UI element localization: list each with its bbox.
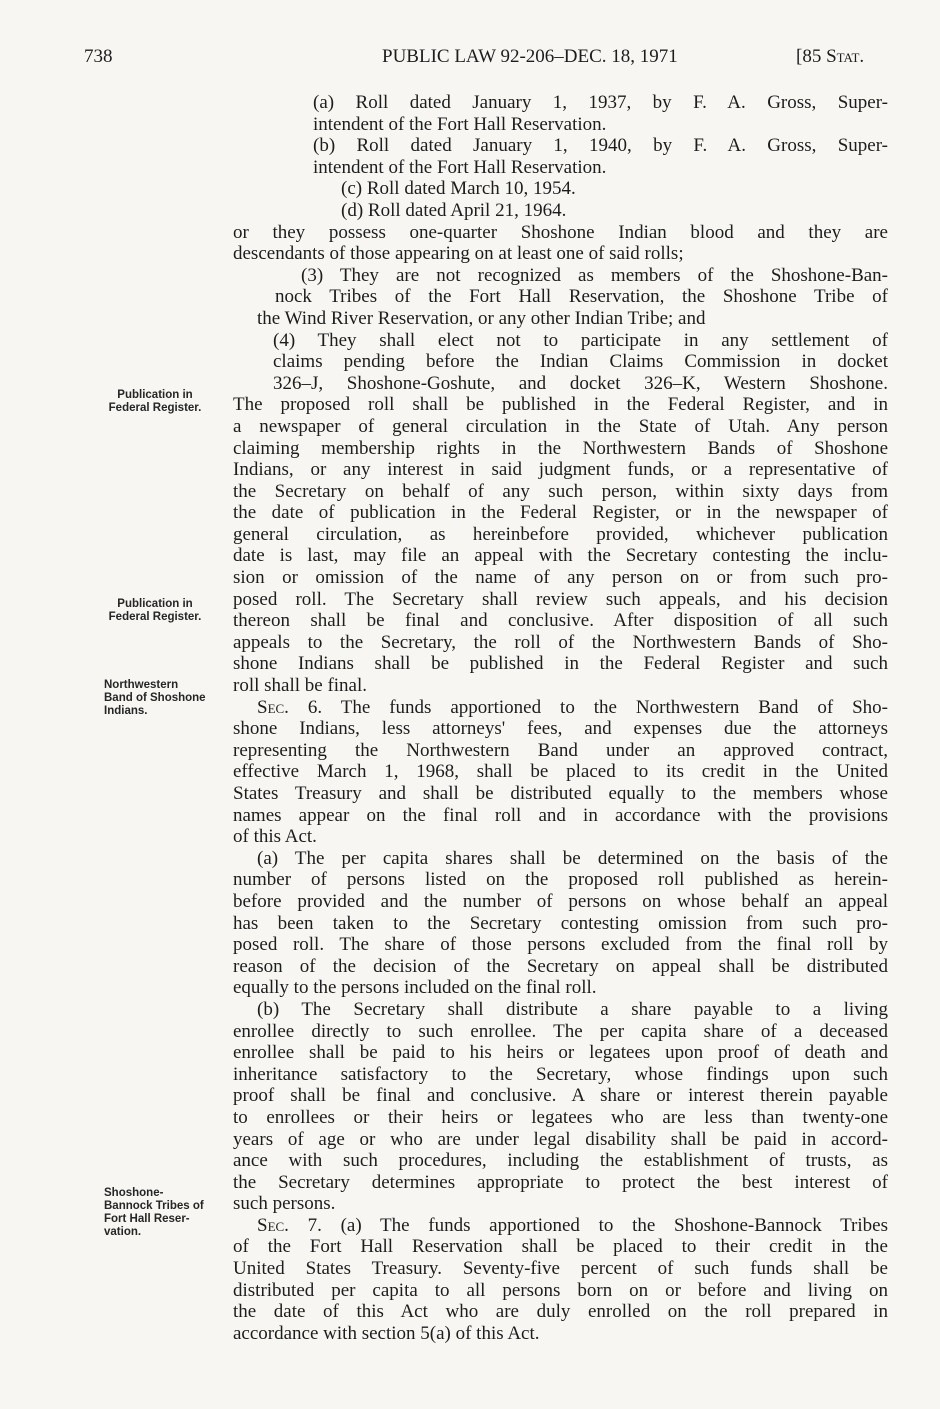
text-line: number of persons listed on the proposed roll published as herein- <box>233 869 888 891</box>
text-line: to enrollees or their heirs or legatees who are less than twenty-one <box>233 1106 888 1128</box>
text-line: (b) The Secretary shall distribute a share payable to a living <box>257 998 888 1020</box>
margin-note-line: Indians. <box>104 705 148 717</box>
margin-note-line: Publication in <box>117 598 193 610</box>
text-line: of the Fort Hall Reservation shall be placed to their credit in the <box>233 1236 888 1258</box>
text-line: 326–J, Shoshone-Goshute, and docket 326–K, Western Shoshone. <box>273 372 888 394</box>
statute-abbrev: Stat. <box>826 46 865 67</box>
text-line: has been taken to the Secretary contesting omission from such pro- <box>233 912 888 934</box>
text-line: names appear on the final roll and in accordance with the provisions <box>233 804 888 826</box>
text-line: a newspaper of general circulation in the State of Utah. Any person <box>233 415 888 437</box>
page-number: 738 <box>84 46 113 67</box>
text-line: Sec. 7. (a) The funds apportioned to the Shoshone-Bannock Tribes <box>257 1214 888 1236</box>
text-line: The proposed roll shall be published in the Federal Register, and in <box>233 394 888 416</box>
text-line: or they possess one-quarter Shoshone Indian blood and they are <box>233 221 888 243</box>
text-line: ance with such procedures, including the establishment of trusts, as <box>233 1150 888 1172</box>
text-line: posed roll. The share of those persons excluded from the final roll by <box>233 934 888 956</box>
margin-note-shoshone-bannock <box>104 1187 244 1239</box>
text-line: effective March 1, 1968, shall be placed to its credit in the United <box>233 761 888 783</box>
margin-note-publication-1 <box>88 389 222 415</box>
text-line: (d) Roll dated April 21, 1964. <box>341 199 567 221</box>
text-line: shone Indians shall be published in the Federal Register and such <box>233 653 888 675</box>
text-line: such persons. <box>233 1193 336 1215</box>
text-line: (c) Roll dated March 10, 1954. <box>341 178 576 200</box>
text-line: posed roll. The Secretary shall review such appeals, and his decision <box>233 588 888 610</box>
text-line: claiming membership rights in the Northwestern Bands of Shoshone <box>233 437 888 459</box>
text-line: States Treasury and shall be distributed equally to the members whose <box>233 783 888 804</box>
margin-note-line: Federal Register. <box>108 611 202 623</box>
text-line: reason of the decision of the Secretary on appeal shall be distributed <box>233 955 888 977</box>
text-line: claims pending before the Indian Claims Commission in docket <box>273 351 888 373</box>
text-line: nock Tribes of the Fort Hall Reservation, the Shoshone Tribe of <box>275 286 888 308</box>
text-line: accordance with section 5(a) of this Act. <box>233 1322 540 1344</box>
text-line: the date of this Act who are duly enrolled on the roll prepared in <box>233 1301 888 1323</box>
margin-note-line: Fort Hall Reser- <box>104 1213 190 1225</box>
text-line: thereon shall be final and conclusive. After disposition of all such <box>233 610 888 632</box>
text-line: before provided and the number of persons on whose behalf an appeal <box>233 890 888 912</box>
text-line: (b) Roll dated January 1, 1940, by F. A. Gross, Super- <box>313 135 888 157</box>
text-line: inheritance satisfactory to the Secretary, whose findings upon such <box>233 1063 888 1085</box>
text-line: (4) They shall elect not to participate in any settlement of <box>273 329 888 351</box>
text-line: the Wind River Reservation, or any other Indian Tribe; and <box>257 307 706 329</box>
text-line: roll shall be final. <box>233 675 368 697</box>
text-line: the Secretary on behalf of any such person, within sixty days from <box>233 480 888 502</box>
text-line: intendent of the Fort Hall Reservation. <box>313 113 607 135</box>
text-line: Sec. 6. The funds apportioned to the Northwestern Band of Sho- <box>257 696 888 718</box>
text-line: descendants of those appearing on at least one of said rolls; <box>233 243 684 265</box>
text-line: (a) The per capita shares shall be determined on the basis of the <box>257 847 888 869</box>
text-line: general circulation, as hereinbefore provided, whichever publication <box>233 523 888 545</box>
text-line: years of age or who are under legal disability shall be paid in accord- <box>233 1128 888 1150</box>
margin-note-publication-2 <box>88 598 222 624</box>
text-line: representing the Northwestern Band under an approved contract, <box>233 739 888 761</box>
text-line: intendent of the Fort Hall Reservation. <box>313 156 607 178</box>
margin-note-line: Shoshone- <box>104 1187 164 1199</box>
text-line: equally to the persons included on the final roll. <box>233 977 597 999</box>
text-line: appeals to the Secretary, the roll of the Northwestern Bands of Sho- <box>233 631 888 653</box>
text-line: sion or omission of the name of any person on or from such pro- <box>233 567 888 589</box>
margin-note-line: Band of Shoshone <box>104 692 206 704</box>
text-line: (3) They are not recognized as members of the Shoshone-Ban- <box>301 264 888 286</box>
margin-note-line: vation. <box>104 1226 142 1238</box>
text-line: the date of publication in the Federal Register, or in the newspaper of <box>233 502 888 524</box>
margin-note-northwestern-band <box>104 679 244 718</box>
text-line: enrollee directly to such enrollee. The per capita share of a deceased <box>233 1020 888 1042</box>
margin-note-line: Northwestern <box>104 679 179 691</box>
margin-note-line: Bannock Tribes of <box>104 1200 204 1212</box>
text-line: Indians, or any interest in said judgment funds, or a representative of <box>233 459 888 481</box>
statute-volume: [85 <box>796 46 822 67</box>
text-line: the Secretary determines appropriate to protect the best interest of <box>233 1171 888 1193</box>
text-line: of this Act. <box>233 826 317 848</box>
text-line: (a) Roll dated January 1, 1937, by F. A. Gross, Super- <box>313 92 888 113</box>
statute-reference <box>796 46 864 68</box>
body-text <box>233 92 888 1344</box>
running-head: PUBLIC LAW 92-206–DEC. 18, 1971 <box>382 46 678 67</box>
text-line: date is last, may file an appeal with the Secretary contesting the inclu- <box>233 545 888 567</box>
text-line: proof shall be final and conclusive. A share or interest therein payable <box>233 1085 888 1107</box>
margin-note-line: Publication in <box>117 389 193 401</box>
text-line: United States Treasury. Seventy-five percent of such funds shall be <box>233 1258 888 1280</box>
text-line: enrollee shall be paid to his heirs or legatees upon proof of death and <box>233 1042 888 1064</box>
text-line: distributed per capita to all persons born on or before and living on <box>233 1279 888 1301</box>
margin-note-line: Federal Register. <box>108 402 202 414</box>
text-line: shone Indians, less attorneys' fees, and expenses due the attorneys <box>233 718 888 740</box>
